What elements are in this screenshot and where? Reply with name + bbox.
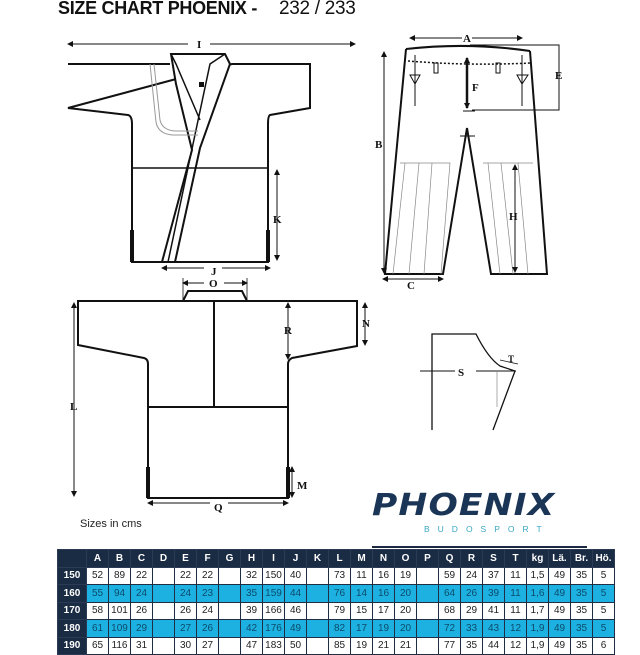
table-cell: 1,6 [527,585,549,603]
column-header: S [483,550,505,568]
label-A: A [463,33,471,45]
table-cell: 11 [505,567,527,585]
row-size-label: 150 [58,567,87,585]
label-O: O [209,278,218,290]
column-header: kg [527,550,549,568]
label-I: I [197,39,202,51]
table-cell [219,602,241,620]
table-row [58,567,615,585]
collar-detail-diagram [420,334,518,430]
table-cell: 150 [263,567,285,585]
label-B: B [375,139,383,151]
table-cell [307,602,329,620]
table-cell: 35 [571,585,593,603]
table-cell [153,602,175,620]
table-cell: 46 [285,602,307,620]
column-header: Lä. [549,550,571,568]
size-table [57,549,615,655]
table-cell: 24 [175,585,197,603]
table-cell: 65 [87,637,109,655]
jacket-back-diagram [74,278,365,503]
column-header: P [417,550,439,568]
column-header: B [109,550,131,568]
table-cell: 44 [483,637,505,655]
table-cell: 35 [571,620,593,638]
table-cell: 64 [439,585,461,603]
table-row [58,585,615,603]
table-cell: 1,9 [527,620,549,638]
row-size-label: 180 [58,620,87,638]
column-header: H [241,550,263,568]
table-cell: 101 [109,602,131,620]
table-cell: 30 [175,637,197,655]
table-cell: 16 [373,585,395,603]
table-cell: 85 [329,637,351,655]
table-cell [153,567,175,585]
table-cell: 17 [373,602,395,620]
table-cell: 40 [285,567,307,585]
table-cell: 29 [461,602,483,620]
table-cell [417,620,439,638]
table-cell [417,567,439,585]
logo-divider [372,546,587,548]
table-cell: 50 [285,637,307,655]
column-header: T [505,550,527,568]
table-cell: 59 [439,567,461,585]
table-cell: 73 [329,567,351,585]
table-cell: 5 [593,620,615,638]
table-cell: 49 [549,567,571,585]
table-cell: 35 [461,637,483,655]
table-cell: 72 [439,620,461,638]
table-cell: 1,5 [527,567,549,585]
table-cell [417,585,439,603]
table-cell: 24 [131,585,153,603]
table-cell: 89 [109,567,131,585]
table-cell: 159 [263,585,285,603]
table-cell: 22 [175,567,197,585]
row-size-label: 170 [58,602,87,620]
label-F: F [472,82,479,94]
table-cell: 20 [395,620,417,638]
table-header-row [58,550,615,568]
table-cell: 41 [483,602,505,620]
model-number: 232 / 233 [279,0,356,19]
table-cell: 19 [373,620,395,638]
table-cell: 42 [241,620,263,638]
table-cell: 21 [373,637,395,655]
table-cell [153,585,175,603]
table-cell: 12 [505,620,527,638]
table-cell [307,620,329,638]
label-C: C [407,280,415,292]
label-T: T [508,354,515,364]
column-header: L [329,550,351,568]
column-header: C [131,550,153,568]
table-cell: 39 [483,585,505,603]
column-header: J [285,550,307,568]
table-cell: 5 [593,602,615,620]
table-cell: 22 [197,567,219,585]
column-header: E [175,550,197,568]
table-cell: 49 [285,620,307,638]
label-R: R [284,325,292,337]
table-cell: 39 [241,602,263,620]
table-cell: 33 [461,620,483,638]
table-cell: 11 [351,567,373,585]
table-cell: 82 [329,620,351,638]
table-cell: 94 [109,585,131,603]
table-cell: 20 [395,585,417,603]
table-cell: 35 [571,637,593,655]
table-cell: 12 [505,637,527,655]
table-cell: 44 [285,585,307,603]
label-L: L [70,401,78,413]
column-header: Hö. [593,550,615,568]
table-cell [153,620,175,638]
table-cell: 35 [241,585,263,603]
table-cell: 17 [351,620,373,638]
table-cell [307,585,329,603]
row-size-label: 160 [58,585,87,603]
table-cell: 19 [395,567,417,585]
label-E: E [555,70,563,82]
table-cell: 27 [197,637,219,655]
table-cell: 14 [351,585,373,603]
table-cell: 35 [571,602,593,620]
table-cell: 52 [87,567,109,585]
table-cell: 31 [131,637,153,655]
table-cell: 21 [395,637,417,655]
table-row [58,602,615,620]
column-header: N [373,550,395,568]
label-J: J [211,266,217,278]
label-S: S [458,367,465,379]
table-cell [219,567,241,585]
table-cell: 1,9 [527,637,549,655]
label-H: H [509,211,518,223]
row-size-label: 190 [58,637,87,655]
table-cell [417,602,439,620]
table-cell: 76 [329,585,351,603]
table-cell: 26 [461,585,483,603]
brand-logo [372,490,602,534]
pants-diagram [383,38,559,279]
table-cell: 1,7 [527,602,549,620]
column-header: M [351,550,373,568]
table-cell: 24 [461,567,483,585]
column-header: O [395,550,417,568]
table-row [58,620,615,638]
table-cell: 68 [439,602,461,620]
table-cell: 11 [505,602,527,620]
table-cell: 19 [351,637,373,655]
table-cell: 61 [87,620,109,638]
table-cell: 16 [373,567,395,585]
column-header: A [87,550,109,568]
table-cell: 15 [351,602,373,620]
column-header: F [197,550,219,568]
column-header: Br. [571,550,593,568]
column-header: R [461,550,483,568]
column-header [58,550,87,568]
table-cell: 22 [131,567,153,585]
column-header: I [263,550,285,568]
column-header: Q [439,550,461,568]
table-cell: 79 [329,602,351,620]
table-cell: 47 [241,637,263,655]
table-cell: 116 [109,637,131,655]
table-cell: 29 [131,620,153,638]
table-cell: 23 [197,585,219,603]
table-cell: 166 [263,602,285,620]
jacket-front-diagram [68,44,355,268]
title-text: SIZE CHART PHOENIX - [58,0,258,18]
table-cell [307,567,329,585]
table-cell: 26 [197,620,219,638]
column-header: D [153,550,175,568]
table-cell: 49 [549,585,571,603]
table-cell: 49 [549,637,571,655]
column-header: K [307,550,329,568]
table-cell: 27 [175,620,197,638]
table-cell: 5 [593,567,615,585]
label-K: K [273,214,282,226]
table-cell: 176 [263,620,285,638]
table-cell: 77 [439,637,461,655]
table-cell [219,620,241,638]
table-cell: 43 [483,620,505,638]
table-cell: 55 [87,585,109,603]
table-cell: 32 [241,567,263,585]
units-note: Sizes in cms [80,518,142,530]
label-M: M [297,480,308,492]
column-header: G [219,550,241,568]
table-cell [219,585,241,603]
label-N: N [362,318,370,330]
label-Q: Q [214,502,223,514]
table-cell: 26 [175,602,197,620]
table-cell: 6 [593,637,615,655]
table-cell: 35 [571,567,593,585]
table-cell: 58 [87,602,109,620]
table-cell: 20 [395,602,417,620]
logo-subtitle: BUDOSPORT [424,524,550,534]
table-cell: 37 [483,567,505,585]
logo-wordmark: PHOENIX [372,488,556,523]
table-cell: 49 [549,620,571,638]
table-cell: 109 [109,620,131,638]
table-cell: 183 [263,637,285,655]
table-cell: 49 [549,602,571,620]
table-cell: 26 [131,602,153,620]
table-cell: 11 [505,585,527,603]
table-cell: 5 [593,585,615,603]
table-cell: 24 [197,602,219,620]
